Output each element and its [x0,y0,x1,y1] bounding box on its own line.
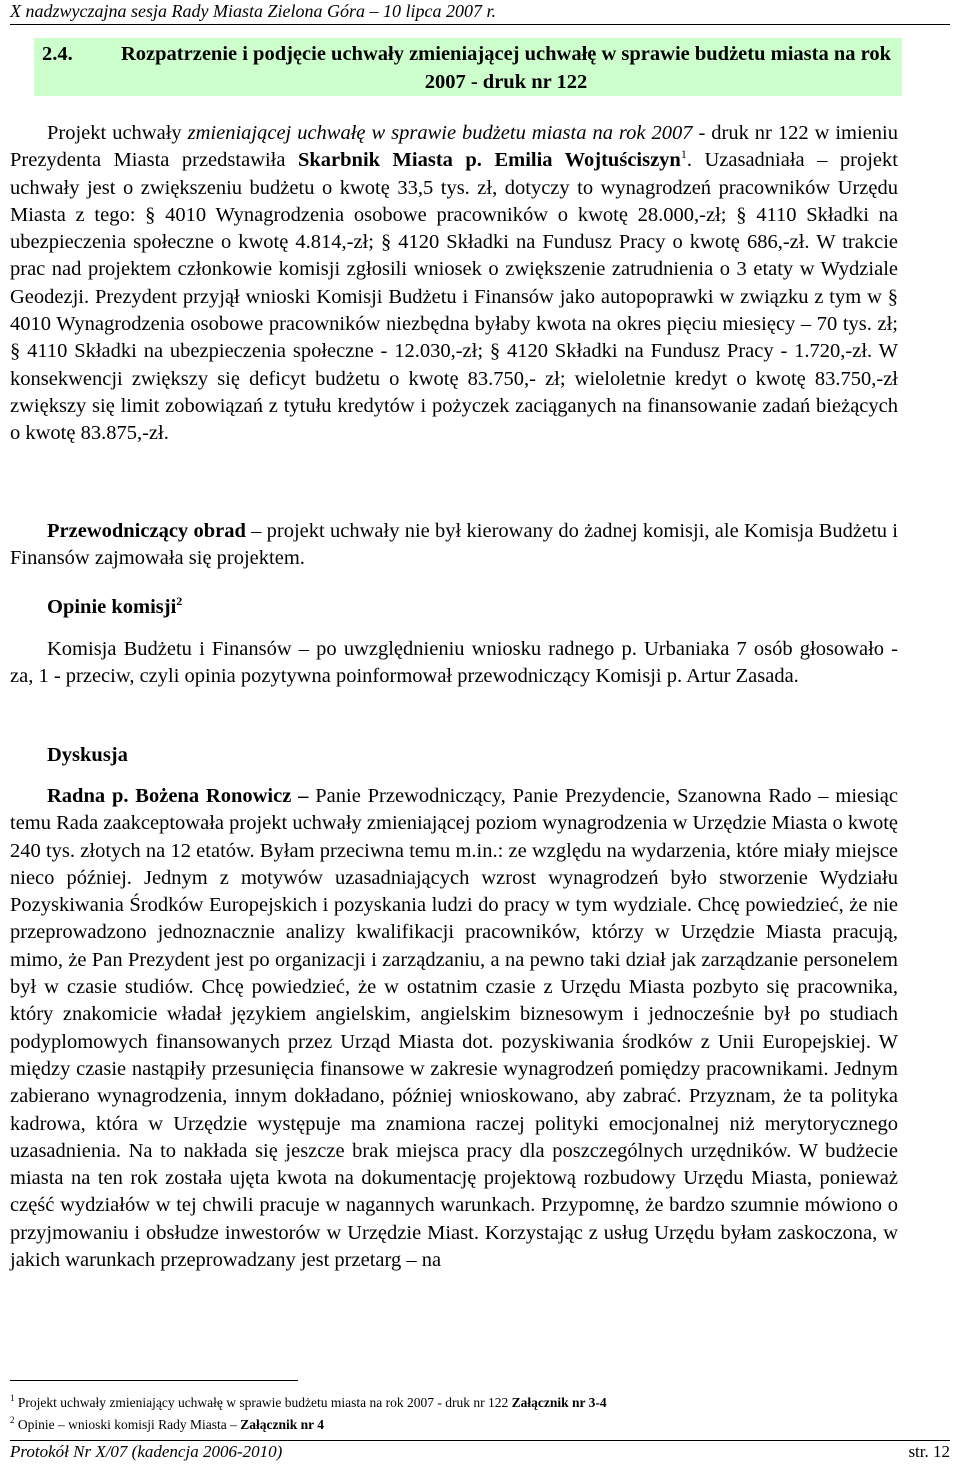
footnote-2-attachment: Załącznik nr 4 [240,1417,325,1432]
speaker-name: Radna p. Bożena Ronowicz – [47,785,309,807]
dyskusja-heading: Dyskusja [47,744,128,766]
footnote-1 [10,1394,910,1412]
opinie-paragraph [10,636,898,691]
intro-text-1: Projekt uchwały [47,122,188,144]
footnote-2 [10,1416,910,1434]
section-heading [34,38,902,96]
chair-text: – projekt uchwały nie był kierowany do żadnej komisji, ale Komisja Budżetu i Finansów zajmowała się projektem. [10,520,899,570]
header-title: X nadzwyczajna sesja Rady Miasta Zielona Góra – 10 lipca 2007 r. [10,1,496,21]
page-footer [10,1440,950,1463]
discussion-paragraph [10,783,898,1274]
footnote-1-attachment: Załącznik nr 3-4 [511,1395,607,1410]
page-header [10,0,950,25]
opinie-text: Komisja Budżetu i Finansów – po uwzględnieniu wniosku radnego p. Urbaniaka 7 osób głosowało - za, 1 - przeciw, czyli opinia pozytywna poinformował przewodniczący Komisji p. Artur Zasada. [10,638,898,688]
intro-paragraph [10,120,898,448]
intro-text-3: . Uzasadniała – projekt uchwały jest o zwiększeniu budżetu o kwotę 33,5 tys. zł, dotyczy to wynagrodzeń pracowników Urzędu Miasta z tego: § 4010 Wynagrodzenia osobowe pracowników o kwotę 28.000,-zł; § 4110 Składki na ubezpieczenia społeczne o kwotę 4.814,-zł; § 4120 Składki na Fundusz Pracy o kwotę 686,-zł. W trakcie prac nad projektem członkowie komisji zgłosili wniosek o zwiększenie zatrudnienia o 3 etaty w Wydziale Geodezji. Prezydent przyjął wnioski Komisji Budżetu i Finansów jako autopoprawki w związku z tym w § 4010 Wynagrodzenia osobowe pracowników niezbędna byłaby kwota na okres pięciu miesięcy – 70 tys. zł; § 4110 Składki na ubezpieczenia społeczne - 12.030,-zł; § 4120 Składki na Fundusz Pracy - 1.720,-zł. W konsekwencji zwiększy się deficyt budżetu o kwotę 83.750,- zł; wieloletnie kredyt o kwotę 83.750,-zł zwiększy się limit zobowiązań z tytułu kredytów i pożyczek zaciąganych na finansowanie zadań bieżących o kwotę 83.875,-zł. [10,149,898,445]
page-number: str. 12 [908,1442,950,1461]
opinie-heading [47,594,182,621]
intro-text-2: - druk nr 122 w imieniu Prezydenta Miasta przedstawiła [10,122,898,172]
section-title: Rozpatrzenie i podjęcie uchwały zmieniającej uchwałę w sprawie budżetu miasta na rok 2007 - druk nr 122 [120,43,891,93]
footnote-separator [10,1380,298,1381]
resolution-title-italic: zmieniającej uchwałę w sprawie budżetu miasta na rok 2007 [187,122,693,144]
opinie-heading-text: Opinie komisji [47,596,177,618]
presenter-name: Skarbnik Miasta p. Emilia Wojtuściszyn [297,149,681,172]
discussion-text: Panie Przewodniczący, Panie Prezydencie, Szanowna Rado – miesiąc temu Rada zaakceptowała projekt uchwały zmieniającej poziom wynagrodzenia w Urzędzie Miasta o kwotę 240 tys. złotych na 12 etatów. Byłam przeciwna temu m.in.: ze względu na wydarzenia, które miały miejsce nieco później. Jednym z motywów uzasadniających wzrost wynagrodzeń było stworzenie Wydziału Pozyskiwania Środków Europejskich i pozyskania ludzi do pracy w tym wydziale. Chcę powiedzieć, że nie przeprowadzono jednoznacznie analizy kwalifikacji pracowników, którzy w Urzędzie Miasta pracują, mimo, że Pan Prezydent jest po organizacji i zarządzaniu, a na pewno taki dział jak zarządzanie personelem był w czasie studiów. Chcę powiedzieć, że w ostatnim czasie z Urzędu Miasta pozbyto się pracownika, który znakomicie władał językiem angielskim, angielskim biznesowym i jednocześnie był po studiach podyplomowych finansowanych przez Urząd Miasta dot. pozyskiwania środków z Unii Europejskiej. W między czasie nastąpiły przesunięcia finansowe w zakresie wynagrodzeń pomiędzy pracownikami. Jednym zabierano wynagrodzenia, innym dokładano, później wnioskowano, aby zabrać. Przyznam, że ta polityka kadrowa, która w Urzędzie występuje ma znamiona raczej polityki emocjonalnej niż merytorycznego uzasadnienia. Na to nakłada się jeszcze brak miejsca pracy dla poszczególnych urzędników. W budżecie miasta na ten rok została ujęta kwota na dokumentację projektową rozbudowy Urzędu Miasta, ponieważ część wydziałów w tej chwili pracuje w nagannych warunkach. Przypomnę, że bardzo szumnie mówiono o przyjmowaniu i obsłudze inwestorów w Urzędzie Miast. Korzystając z usług Urzędu byłam zaskoczona, w jakich warunkach przeprowadzany jest przetarg – na [10,785,899,1272]
footnote-ref-2[interactable]: 2 [176,594,183,608]
footnote-1-number: 1 [10,1393,15,1403]
footnote-2-number: 2 [10,1415,15,1425]
footnote-ref-1[interactable]: 1 [680,147,687,162]
chair-paragraph [10,518,898,573]
footnote-2-text: Opinie – wnioski komisji Rady Miasta – [17,1417,241,1432]
section-number: 2.4. [42,43,73,65]
footnote-1-text: Projekt uchwały zmieniający uchwałę w sprawie budżetu miasta na rok 2007 - druk nr 122 [17,1395,512,1410]
footer-protocol: Protokół Nr X/07 (kadencja 2006-2010) [10,1442,283,1461]
chair-label: Przewodniczący obrad [47,520,246,542]
